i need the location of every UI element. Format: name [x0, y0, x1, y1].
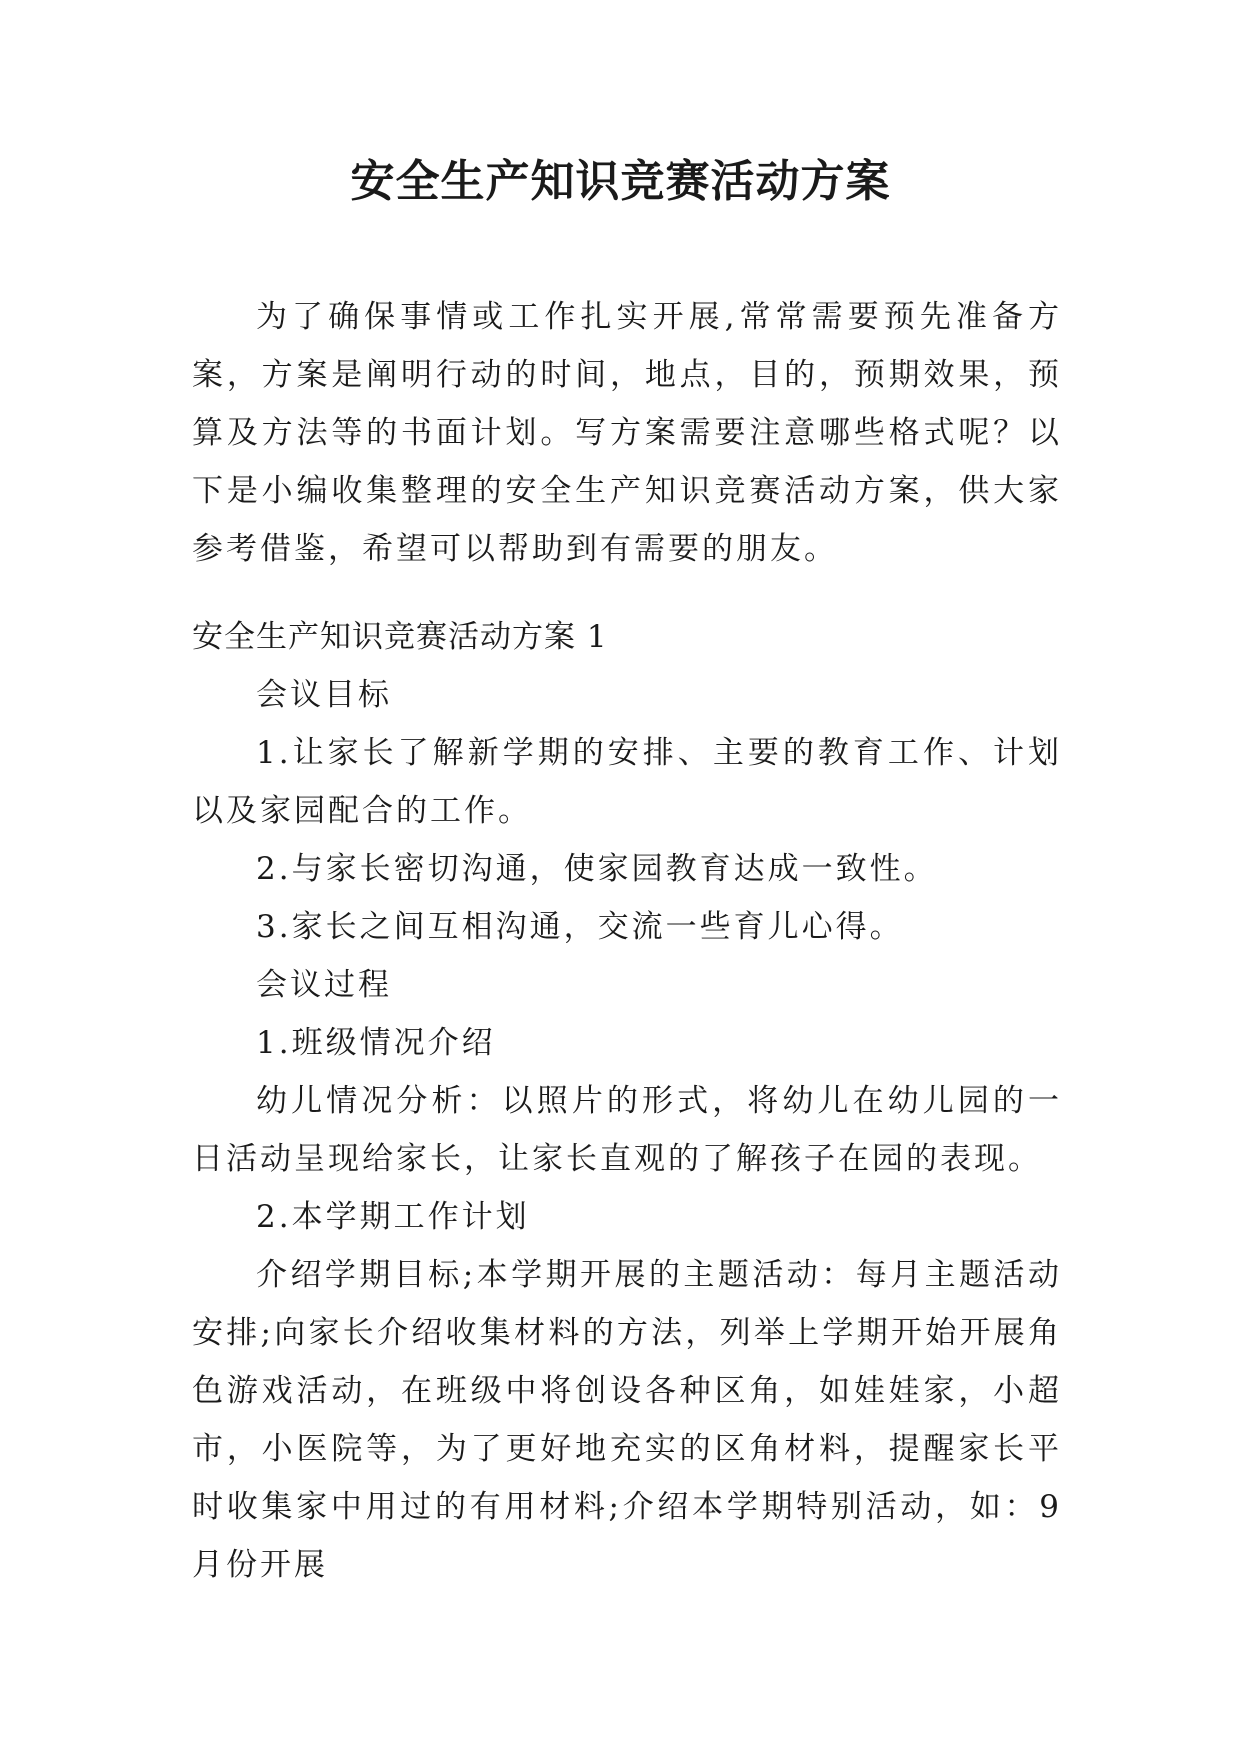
paragraph-meeting-goals: 会议目标 — [256, 677, 392, 713]
section-heading: 安全生产知识竞赛活动方案 1 — [192, 619, 608, 655]
paragraph-goal-3: 3.家长之间互相沟通，交流一些育儿心得。 — [256, 909, 904, 945]
section-content — [192, 666, 1062, 1594]
paragraph-goal-2: 2.与家长密切沟通，使家园教育达成一致性。 — [256, 851, 938, 887]
document-title: 安全生产知识竞赛活动方案 — [350, 156, 891, 207]
intro-paragraph: 为了确保事情或工作扎实开展,常常需要预先准备方案，方案是阐明行动的时间，地点，目的，预期效果，预算及方法等的书面计划。写方案需要注意哪些格式呢？以下是小编收集整理的安全生产知识竞赛活动方案，供大家参考借鉴，希望可以帮助到有需要的朋友。 — [192, 299, 1062, 567]
paragraph-plan-details: 介绍学期目标;本学期开展的主题活动：每月主题活动安排;向家长介绍收集材料的方法，列举上学期开始开展角色游戏活动，在班级中将创设各种区角，如娃娃家，小超市，小医院等，为了更好地充实的区角材料，提醒家长平时收集家中用过的有用材料;介绍本学期特别活动，如：9月份开展 — [192, 1257, 1062, 1583]
paragraph-goal-1: 1.让家长了解新学期的安排、主要的教育工作、计划以及家园配合的工作。 — [192, 735, 1062, 829]
paragraph-class-intro: 1.班级情况介绍 — [256, 1025, 496, 1061]
paragraph-work-plan: 2.本学期工作计划 — [256, 1199, 530, 1235]
paragraph-meeting-process: 会议过程 — [256, 967, 392, 1003]
paragraph-child-analysis: 幼儿情况分析：以照片的形式，将幼儿在幼儿园的一日活动呈现给家长，让家长直观的了解孩子在园的表现。 — [192, 1083, 1062, 1177]
